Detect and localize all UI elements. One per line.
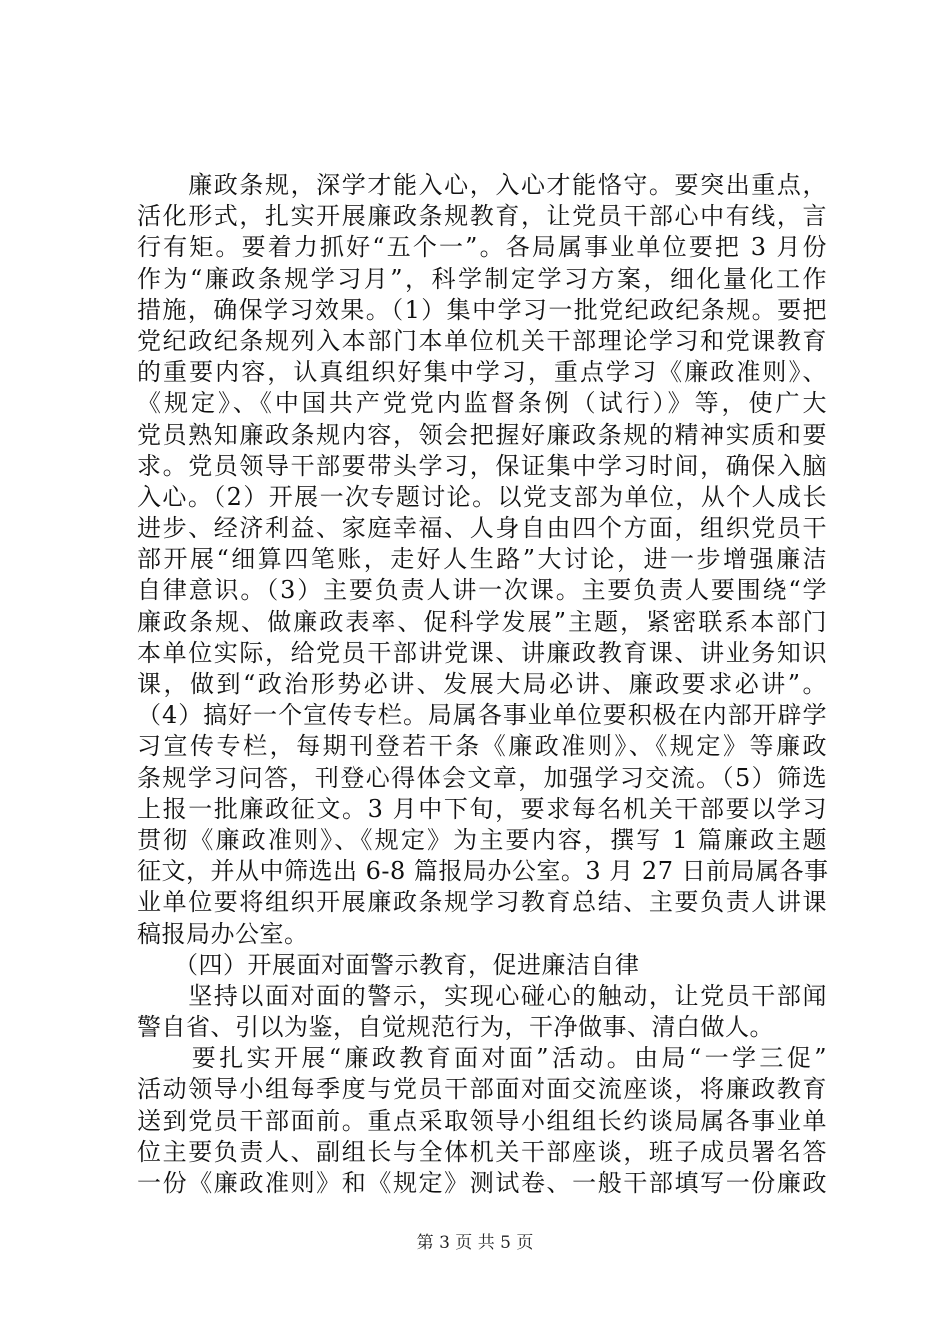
body-line: 部开展“细算四笔账，走好人生路”大讨论，进一步增强廉洁 [137, 545, 827, 574]
body-line: 要扎实开展“廉政教育面对面”活动。由局“一学三促” [137, 1044, 827, 1073]
body-line: 本单位实际，给党员干部讲党课、讲廉政教育课、讲业务知识 [137, 638, 827, 667]
body-line: （四）开展面对面警示教育，促进廉洁自律 [137, 950, 640, 979]
body-line: 进步、经济利益、家庭幸福、人身自由四个方面，组织党员干 [137, 514, 827, 543]
body-line: 措施，确保学习效果。（1）集中学习一批党纪政纪条规。要把 [137, 295, 827, 324]
body-line: 稿报局办公室。 [137, 919, 309, 948]
body-line: 课，做到“政治形势必讲、发展大局必讲、廉政要求必讲”。 [137, 670, 827, 698]
body-line: 贯彻《廉政准则》、《规定》为主要内容，撰写 1 篇廉政主题 [137, 825, 827, 854]
document-body [137, 170, 827, 1199]
page-footer: 第 3 页 共 5 页 [416, 1233, 534, 1253]
body-line: 活化形式，扎实开展廉政条规教育，让党员干部心中有线，言 [137, 202, 827, 231]
body-line: 警自省、引以为鉴，自觉规范行为，干净做事、清白做人。 [137, 1013, 774, 1042]
body-line: 习宣传专栏，每期刊登若干条《廉政准则》、《规定》等廉政 [137, 732, 827, 761]
body-line: 廉政条规、做廉政表率、促科学发展”主题，紧密联系本部门 [137, 607, 827, 636]
body-line: 廉政条规，深学才能入心，入心才能恪守。要突出重点， [137, 171, 827, 199]
body-line: 坚持以面对面的警示，实现心碰心的触动，让党员干部闻 [137, 981, 827, 1010]
body-line: 求。党员领导干部要带头学习，保证集中学习时间，确保入脑 [137, 451, 827, 480]
body-line: 入心。（2）开展一次专题讨论。以党支部为单位，从个人成长 [137, 482, 827, 511]
body-line: 《规定》、《中国共产党党内监督条例（试行）》等，使广大 [137, 389, 827, 418]
body-line: 自律意识。（3）主要负责人讲一次课。主要负责人要围绕“学 [137, 576, 827, 605]
body-line: 的重要内容，认真组织好集中学习，重点学习《廉政准则》、 [137, 358, 827, 387]
body-line: 位主要负责人、副组长与全体机关干部座谈，班子成员署名答 [137, 1137, 827, 1166]
body-line: 行有矩。要着力抓好“五个一”。各局属事业单位要把 3 月份 [137, 233, 827, 262]
body-line: 党纪政纪条规列入本部门本单位机关干部理论学习和党课教育 [137, 326, 827, 355]
body-line: 作为“廉政条规学习月”，科学制定学习方案，细化量化工作 [137, 264, 827, 293]
body-line: 征文，并从中筛选出 6-8 篇报局办公室。3 月 27 日前局属各事 [137, 857, 829, 886]
body-line: 党员熟知廉政条规内容，领会把握好廉政条规的精神实质和要 [137, 420, 827, 449]
body-line: 送到党员干部面前。重点采取领导小组组长约谈局属各事业单 [137, 1106, 827, 1135]
body-line: 活动领导小组每季度与党员干部面对面交流座谈，将廉政教育 [137, 1075, 827, 1104]
body-line: 一份《廉政准则》和《规定》测试卷、一般干部填写一份廉政 [137, 1169, 827, 1197]
body-line: 条规学习问答，刊登心得体会文章，加强学习交流。（5）筛选 [137, 763, 827, 792]
body-line: 业单位要将组织开展廉政条规学习教育总结、主要负责人讲课 [137, 888, 827, 917]
body-line: （4）搞好一个宣传专栏。局属各事业单位要积极在内部开辟学 [137, 701, 827, 730]
body-line: 上报一批廉政征文。3 月中下旬，要求每名机关干部要以学习 [137, 794, 827, 823]
